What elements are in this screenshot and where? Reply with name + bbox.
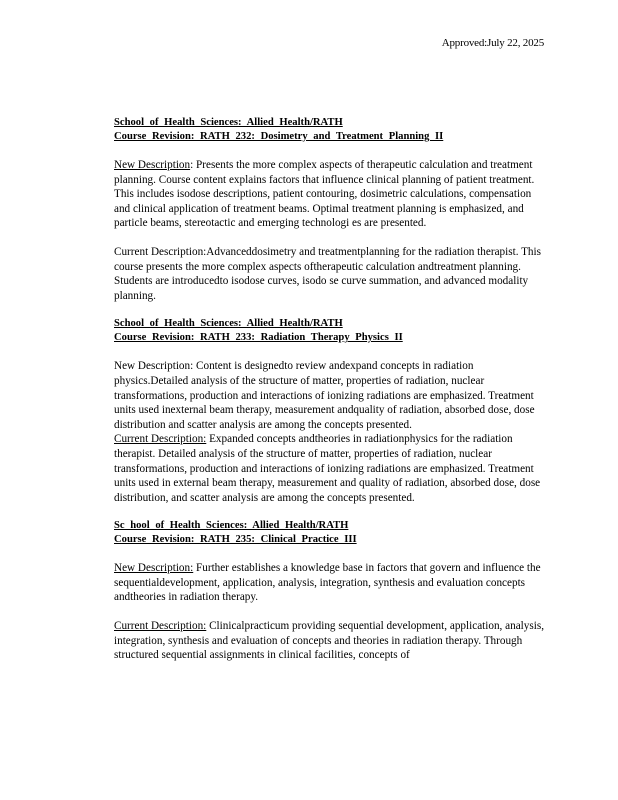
course-header <box>114 116 546 144</box>
new-description-label: New Description <box>114 159 191 171</box>
new-description <box>114 561 546 605</box>
course-header <box>114 317 546 345</box>
current-description <box>114 619 546 663</box>
new-description-label: New Description: <box>114 360 194 373</box>
approval-date: Approved:July 22, 2025 <box>441 37 544 49</box>
current-description-label: Current Description: <box>114 620 207 633</box>
current-description-label: Current Description: <box>114 245 207 258</box>
course-revision-heading: Course Revision: RATH 235: Clinical Practice III <box>114 534 357 546</box>
course-header <box>114 519 546 547</box>
new-description <box>114 158 546 231</box>
new-description-text: Further establishes a knowledge base in factors that govern and influence the sequentialdevelopment, application, analysis, integration, synthesis and evaluation concepts andtheories in radiation therapy. <box>114 562 541 604</box>
course-revision-heading: Course Revision: RATH 233: Radiation Therapy Physics II <box>114 332 403 344</box>
school-heading: Sc hool of Health Sciences: Allied Health/RATH <box>114 520 349 532</box>
current-description-text: Advanceddosimetry and treatmentplanning for the radiation therapist. This course presents the more complex aspects oftherapeutic calculation andtreatment planning. Students are introducedto isodose curves, isodo se curve summation, and advanced modality planning. <box>114 245 541 302</box>
school-heading: School of Health Sciences: Allied Health/RATH <box>114 117 343 128</box>
current-description-text: Clinicalpracticum providing sequential development, application, analysis, integration, synthesis and evaluation of concepts and theories in radiation therapy. Through structured sequential assignments in clinical facilities, concepts of <box>114 620 544 662</box>
new-description <box>114 359 546 432</box>
course-section-rath233 <box>114 317 546 505</box>
current-description <box>114 245 546 303</box>
school-heading: School of Health Sciences: Allied Health/RATH <box>114 318 343 330</box>
course-revisions <box>114 116 546 677</box>
current-description-label: Current Description: <box>114 433 207 446</box>
course-revision-heading: Course Revision: RATH 232: Dosimetry and Treatment Planning II <box>114 131 444 142</box>
new-description-text: : Presents the more complex aspects of therapeutic calculation and treatment planning. Course content explains factors that influence clinical planning of patient treatment. This includes isodose descriptions, patient contouring, dosimetric calculations, compensation and clinical application of treatment beams. Optimal treatment planning is emphasized, and particle beams, stereotactic and emerging technologi es are presented. <box>114 159 535 230</box>
course-section-rath232 <box>114 116 546 303</box>
current-description-text: Expanded concepts andtheories in radiationphysics for the radiation therapist. Detailed analysis of the structure of matter, properties of radiation, nuclear transformations, production and interactions of ionizing radiations are emphasized. Treatment units used in external beam therapy, measurement and quality of radiation, absorbed dose, dose distribution, and scatter analysis are among the concepts presented. <box>114 433 541 504</box>
current-description <box>114 432 546 505</box>
new-description-text: Content is designedto review andexpand concepts in radiation physics.Detailed analysis of the structure of matter, properties of radiation, nuclear transformations, production and interactions of ionizing radiations are emphasized. Treatment units used inexternal beam therapy, measurement andquality of radiation, absorbed dose, dose distribution and scatter analysis are among the concepts presented. <box>114 360 535 431</box>
new-description-label: New Description: <box>114 562 194 575</box>
course-section-rath235 <box>114 519 546 663</box>
